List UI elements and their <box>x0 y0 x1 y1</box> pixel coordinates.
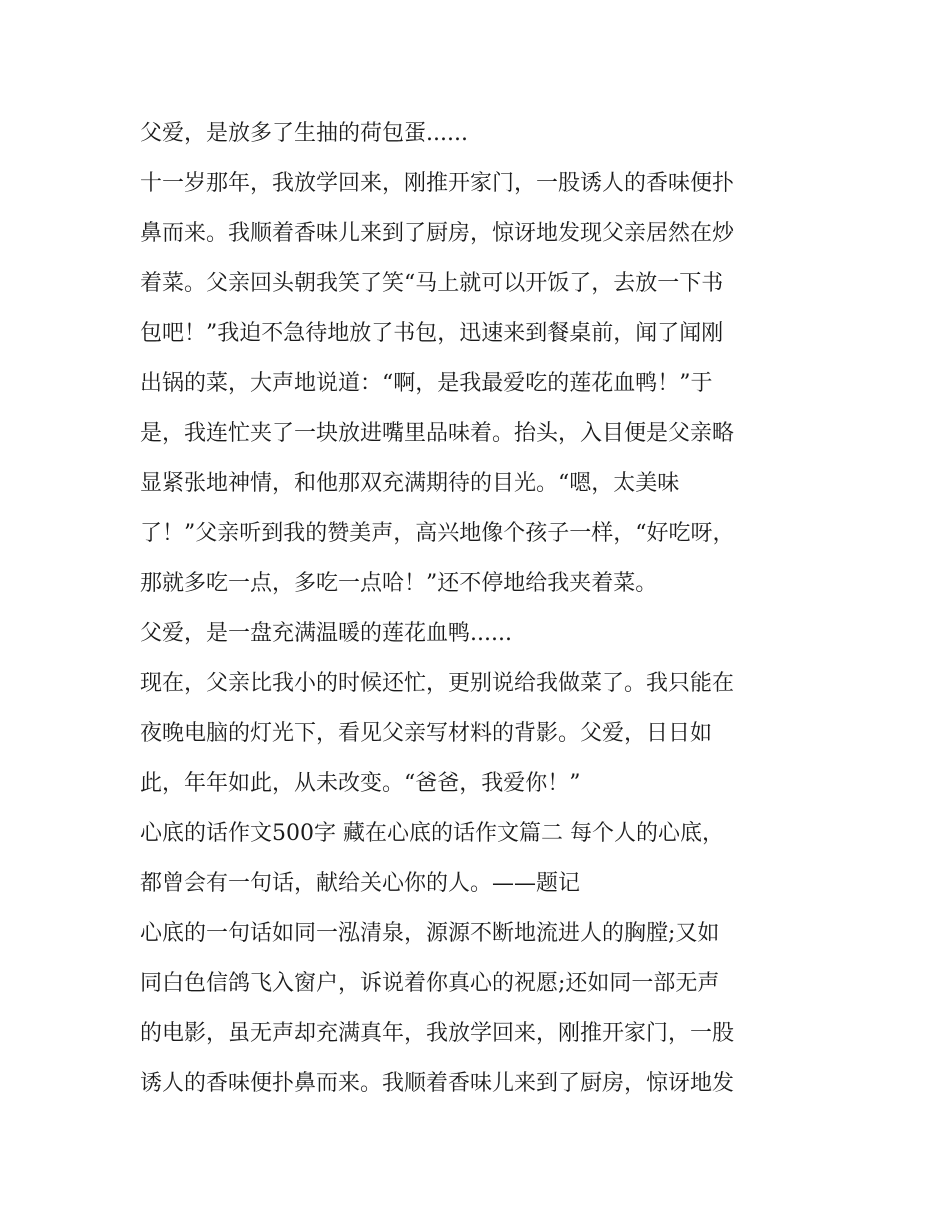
text-line: 显紧张地神情，和他那双充满期待的目光。“嗯，太美味 <box>140 471 680 496</box>
text-line: 那就多吃一点，多吃一点哈！”还不停地给我夹着菜。 <box>140 571 658 596</box>
text-line: 诱人的香味便扑鼻而来。我顺着香味儿来到了厨房，惊讶地发 <box>140 1071 735 1096</box>
text-line: 包吧！”我迫不急待地放了书包，迅速来到餐桌前，闻了闻刚 <box>140 321 724 346</box>
text-line: 夜晚电脑的灯光下，看见父亲写材料的背影。父爱，日日如 <box>140 721 713 746</box>
text-line: 父爱，是放多了生抽的荷包蛋...... <box>140 121 468 146</box>
text-line: 鼻而来。我顺着香味儿来到了厨房，惊讶地发现父亲居然在炒 <box>140 221 735 246</box>
text-line: 着菜。父亲回头朝我笑了笑“马上就可以开饭了，去放一下书 <box>140 271 724 296</box>
text-line: 现在，父亲比我小的时候还忙，更别说给我做菜了。我只能在 <box>140 671 735 696</box>
text-line: 十一岁那年，我放学回来，刚推开家门，一股诱人的香味便扑 <box>140 171 735 196</box>
text-line: 的电影，虽无声却充满真年，我放学回来，刚推开家门，一股 <box>140 1021 735 1046</box>
text-line: 了！”父亲听到我的赞美声，高兴地像个孩子一样，“好吃呀， <box>140 521 735 546</box>
text-line: 同白色信鸽飞入窗户，诉说着你真心的祝愿;还如同一部无声 <box>140 971 720 996</box>
text-line: 都曾会有一句话，献给关心你的人。——题记 <box>140 871 581 896</box>
text-line: 心底的话作文500字 藏在心底的话作文篇二 每个人的心底， <box>140 821 724 846</box>
text-line: 父爱，是一盘充满温暖的莲花血鸭...... <box>140 621 512 646</box>
text-line: 是，我连忙夹了一块放进嘴里品味着。抬头，入目便是父亲略 <box>140 421 735 446</box>
essay-text <box>140 109 820 1109</box>
text-line: 此，年年如此，从未改变。“爸爸，我爱你！” <box>140 771 581 796</box>
text-line: 出锅的菜，大声地说道：“啊，是我最爱吃的莲花血鸭！”于 <box>140 371 713 396</box>
text-line: 心底的一句话如同一泓清泉，源源不断地流进人的胸膛;又如 <box>140 921 720 946</box>
